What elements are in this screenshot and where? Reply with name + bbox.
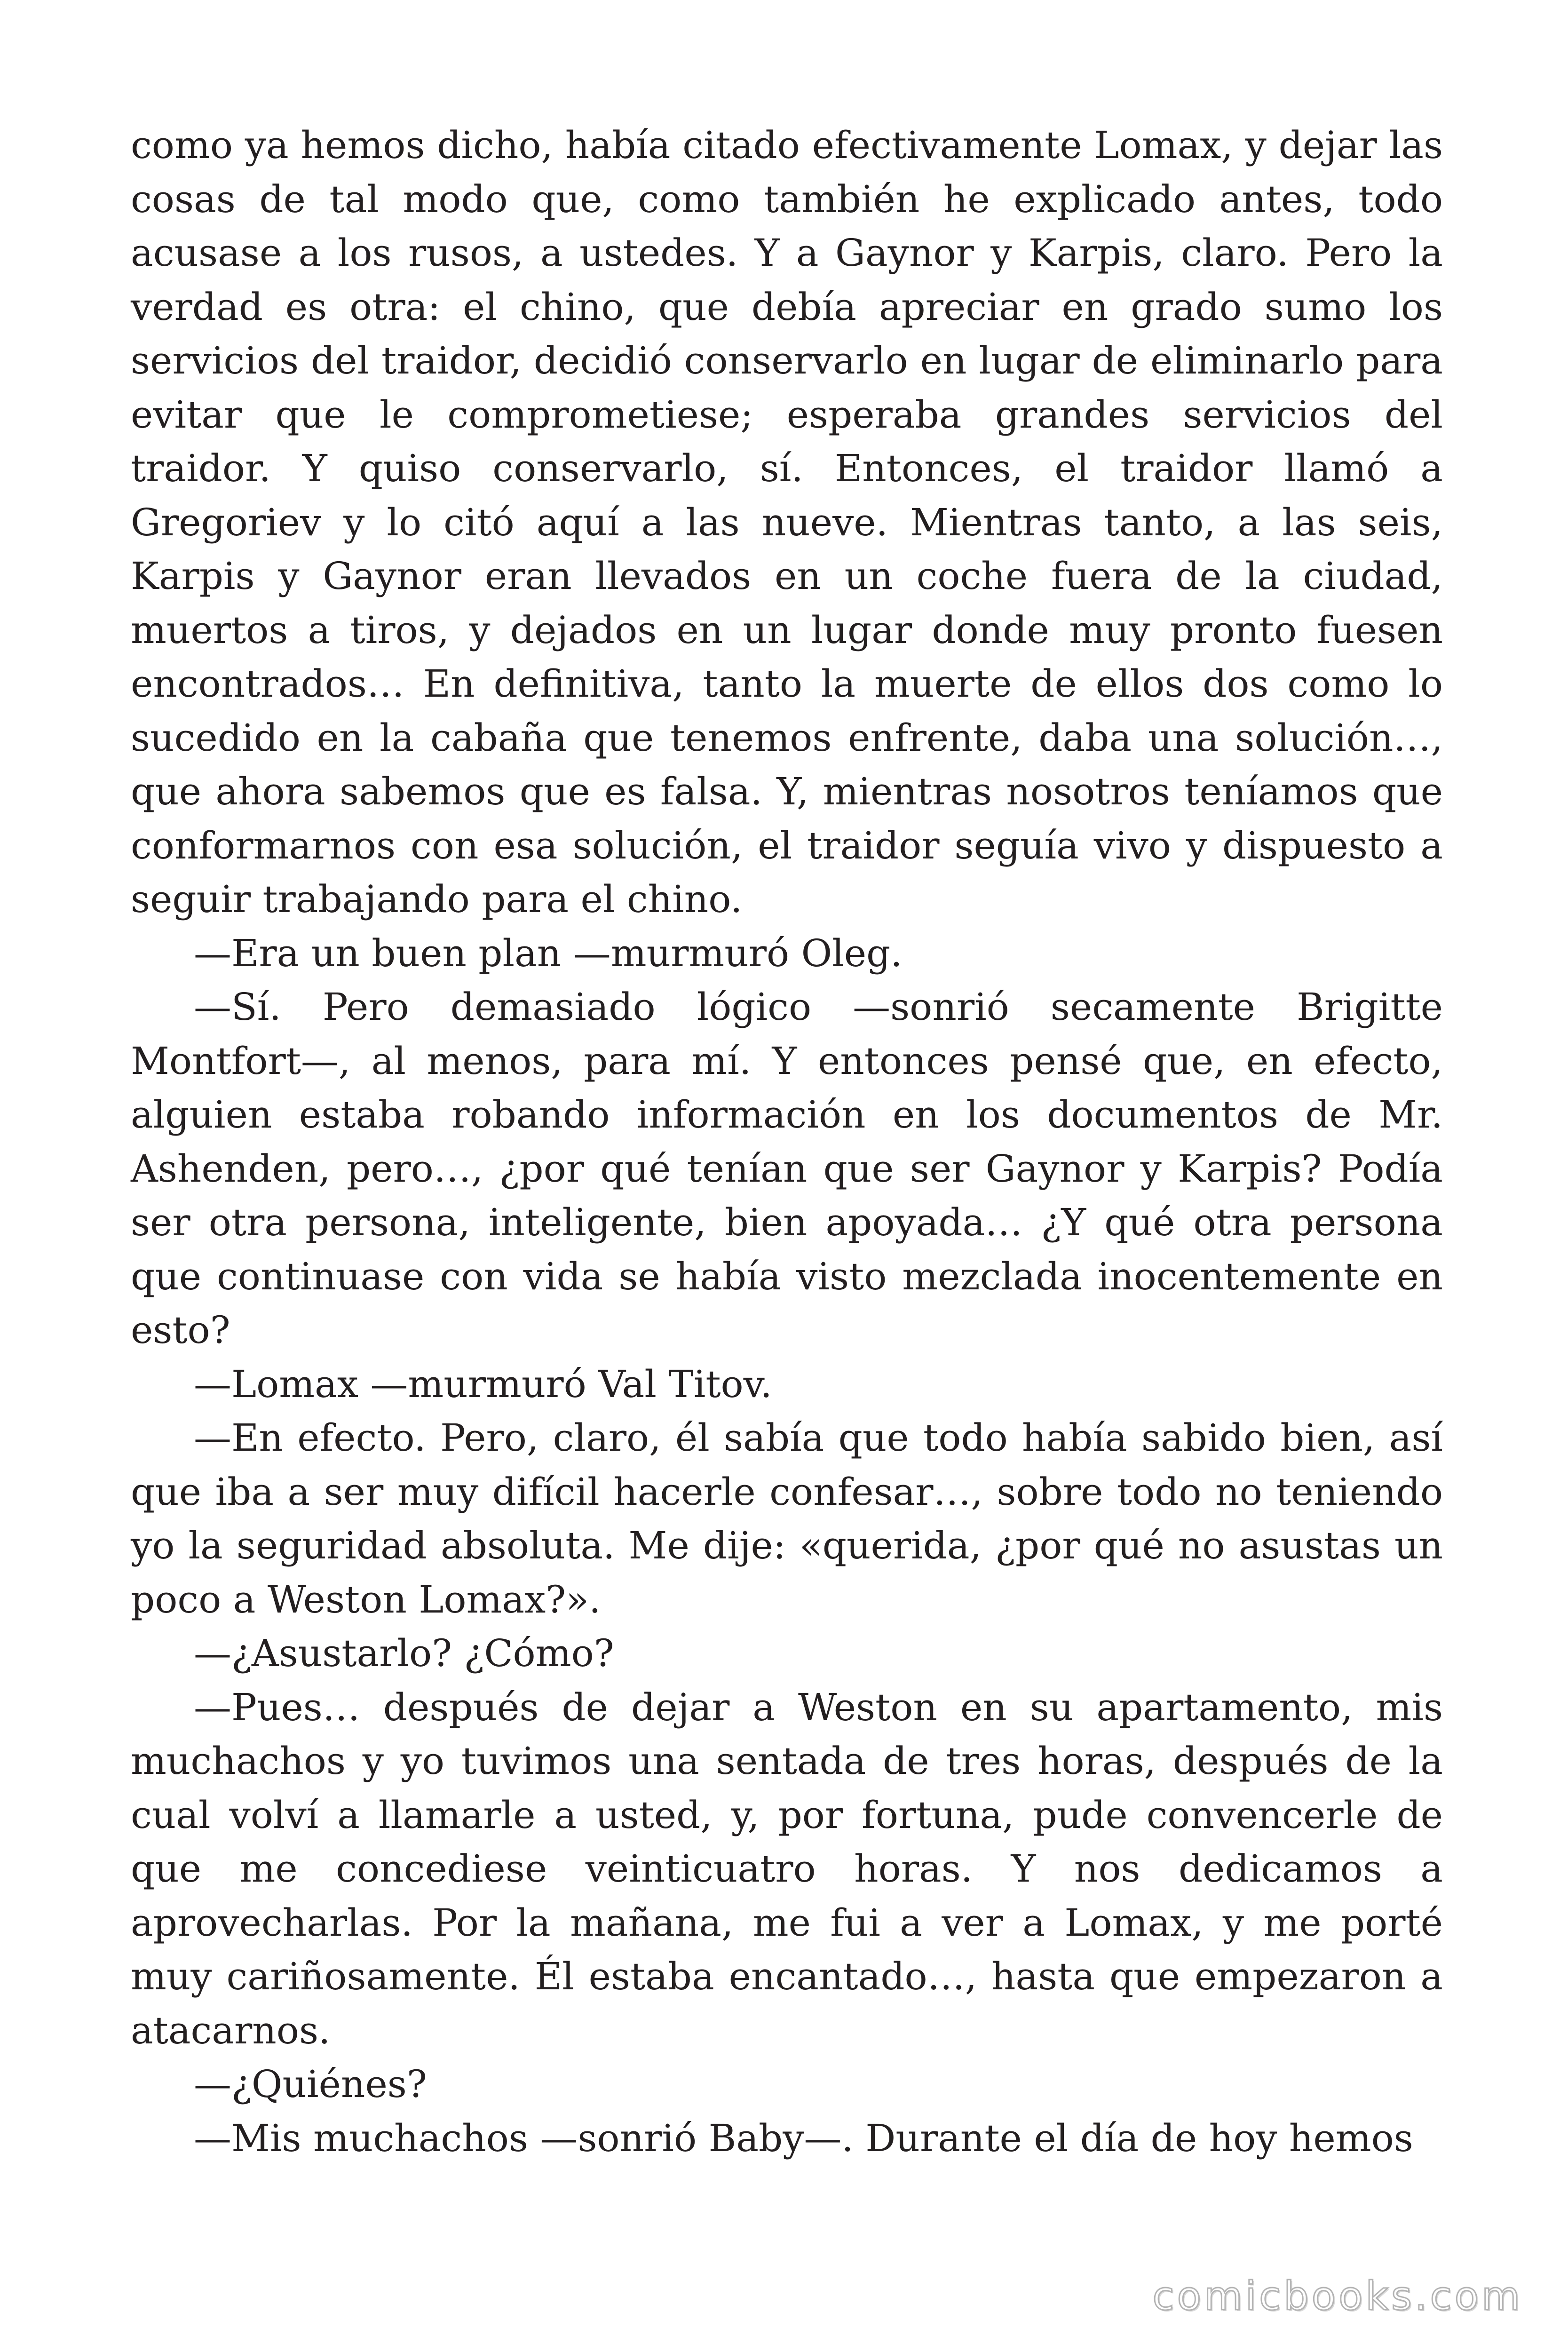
paragraph-8: —¿Quiénes?: [194, 2062, 427, 2106]
paragraph-3: —Sí. Pero demasiado lógico —sonrió secamente Brigitte Montfort—, al menos, para mí. Y entonces pensé que, en efecto, alguien estaba robando información en los documentos de Mr. Ashenden, pero…, ¿por qué tenían que ser Gaynor y Karpis? Podía ser otra persona, inteligente, bien apoyada… ¿Y qué otra persona que continuase con vida se había visto mezclada inocentemente en esto?: [131, 985, 1443, 1352]
paragraph-7: —Pues… después de dejar a Weston en su apartamento, mis muchachos y yo tuvimos una sentada de tres horas, después de la cual volví a llamarle a usted, y, por fortuna, pude convencerle de que me concediese veinticuatro horas. Y nos dedicamos a aprovecharlas. Por la mañana, me fui a ver a Lomax, y me porté muy cariñosamente. Él estaba encantado…, hasta que empezaron a atacarnos.: [131, 1685, 1443, 2052]
paragraph-9: —Mis muchachos —sonrió Baby—. Durante el día de hoy hemos: [194, 2116, 1413, 2160]
watermark: comicbooks.com: [1152, 2273, 1523, 2319]
paragraph-4: —Lomax —murmuró Val Titov.: [194, 1362, 772, 1406]
paragraph-5: —En efecto. Pero, claro, él sabía que todo había sabido bien, así que iba a ser muy difícil hacerle confesar…, sobre todo no teniendo yo la seguridad absoluta. Me dije: «querida, ¿por qué no asustas un poco a Weston Lomax?».: [131, 1416, 1443, 1621]
paragraph-6: —¿Asustarlo? ¿Cómo?: [194, 1631, 614, 1675]
body-text: [131, 119, 1443, 2165]
paragraph-1: como ya hemos dicho, había citado efectivamente Lomax, y dejar las cosas de tal modo que, como también he explicado antes, todo acusase a los rusos, a ustedes. Y a Gaynor y Karpis, claro. Pero la verdad es otra: el chino, que debía apreciar en grado sumo los servicios del traidor, decidió conservarlo en lugar de eliminarlo para evitar que le comprometiese; esperaba grandes servicios del traidor. Y quiso conservarlo, sí. Entonces, el traidor llamó a Gregoriev y lo citó aquí a las nueve. Mientras tanto, a las seis, Karpis y Gaynor eran llevados en un coche fuera de la ciudad, muertos a tiros, y dejados en un lugar donde muy pronto fuesen encontrados… En definitiva, tanto la muerte de ellos dos como lo sucedido en la cabaña que tenemos enfrente, daba una solución…, que ahora sabemos que es falsa. Y, mientras nosotros teníamos que conformarnos con esa solución, el traidor seguía vivo y dispuesto a seguir trabajando para el chino.: [131, 123, 1443, 921]
paragraph-2: —Era un buen plan —murmuró Oleg.: [194, 931, 903, 975]
